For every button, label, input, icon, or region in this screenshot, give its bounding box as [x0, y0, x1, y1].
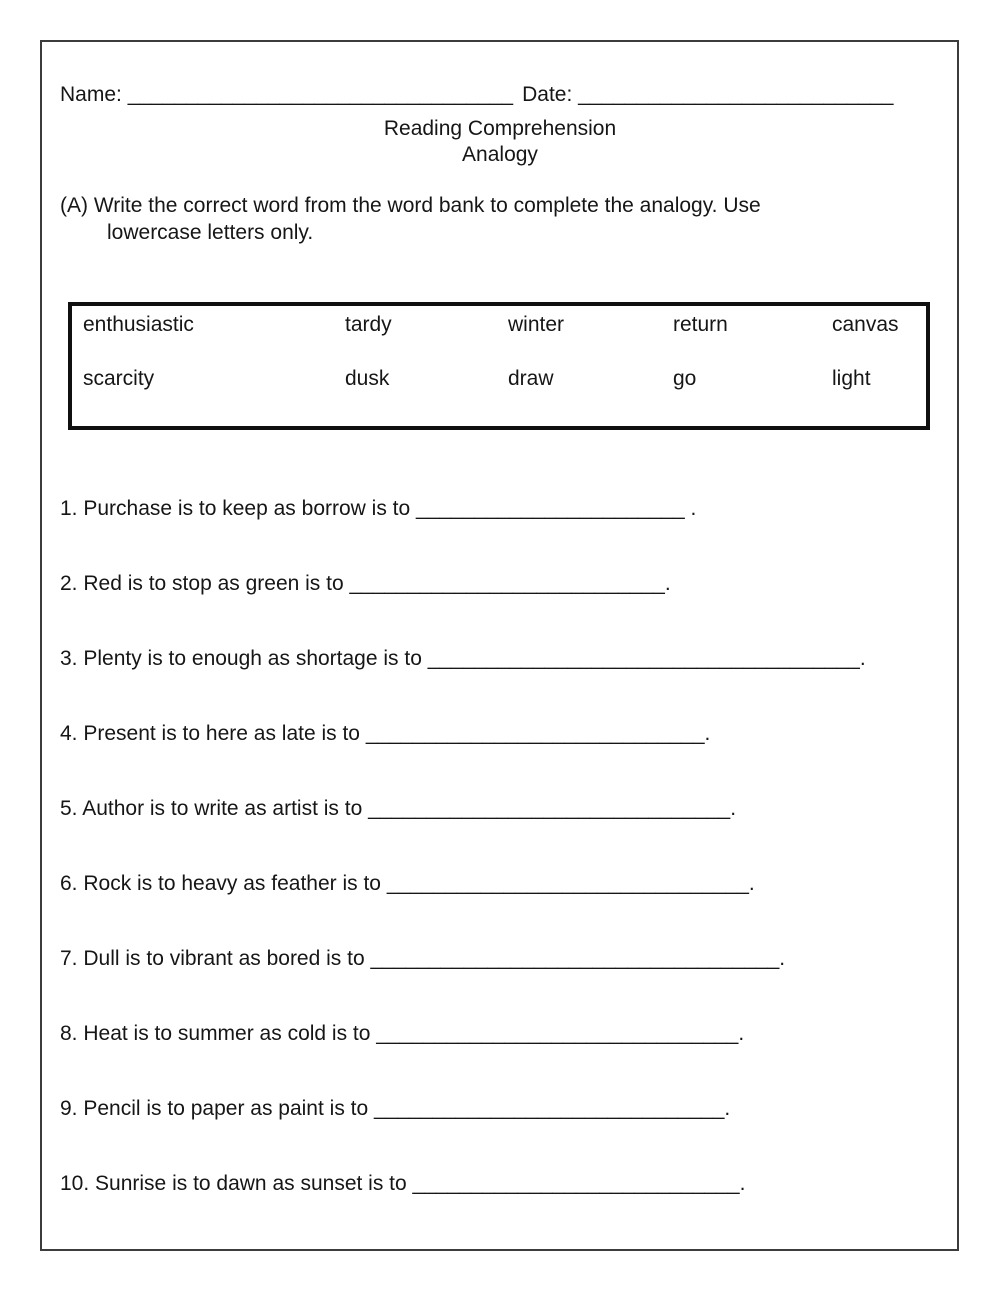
question-text: 6. Rock is to heavy as feather is to	[60, 872, 387, 895]
word-bank-word: go	[673, 367, 697, 390]
question-row	[60, 871, 940, 897]
answer-blank[interactable]: _______________________________	[376, 1022, 739, 1045]
worksheet-title: Reading Comprehension	[383, 117, 617, 140]
question-row	[60, 796, 940, 822]
question-suffix: .	[779, 947, 786, 970]
name-date-row	[60, 82, 940, 108]
answer-blank[interactable]: _______________________________	[368, 797, 731, 820]
instruction-line-2: lowercase letters only.	[107, 221, 314, 244]
name-blank[interactable]: _________________________________	[127, 83, 514, 106]
answer-blank[interactable]: _______________________	[416, 497, 685, 520]
question-suffix: .	[748, 872, 755, 895]
question-suffix: .	[704, 722, 711, 745]
question-suffix: .	[859, 647, 866, 670]
worksheet-border-frame	[40, 40, 959, 1251]
answer-blank[interactable]: _______________________________	[386, 872, 749, 895]
question-text: 1. Purchase is to keep as borrow is to	[60, 497, 417, 520]
date-label: Date:	[522, 83, 579, 106]
word-bank-word: return	[673, 313, 728, 336]
question-row	[60, 571, 940, 597]
question-text: 5. Author is to write as artist is to	[60, 797, 369, 820]
question-text: 9. Pencil is to paper as paint is to	[60, 1097, 375, 1120]
answer-blank[interactable]: _____________________________	[365, 722, 705, 745]
answer-blank[interactable]: ______________________________	[374, 1097, 725, 1120]
word-bank-word: dusk	[345, 367, 390, 390]
word-bank-word: scarcity	[83, 367, 155, 390]
word-bank	[68, 302, 930, 430]
question-list	[60, 496, 940, 1197]
question-suffix: .	[738, 1022, 745, 1045]
word-bank-word: light	[832, 367, 871, 390]
question-row	[60, 1096, 940, 1122]
answer-blank[interactable]: ___________________________	[349, 572, 665, 595]
question-suffix: .	[684, 497, 697, 520]
question-suffix: .	[730, 797, 737, 820]
question-text: 3. Plenty is to enough as shortage is to	[60, 647, 428, 670]
question-text: 4. Present is to here as late is to	[60, 722, 366, 745]
worksheet-content	[42, 82, 957, 1197]
question-row	[60, 1021, 940, 1047]
question-suffix: .	[724, 1097, 731, 1120]
question-text: 7. Dull is to vibrant as bored is to	[60, 947, 371, 970]
instruction-text	[60, 192, 940, 246]
word-bank-word: winter	[508, 313, 565, 336]
question-row	[60, 1171, 940, 1197]
instruction-line-1: (A) Write the correct word from the word bank to complete the analogy. Use	[60, 194, 761, 217]
word-bank-word: canvas	[832, 313, 899, 336]
word-bank-word: draw	[508, 367, 554, 390]
date-blank[interactable]: ___________________________	[578, 83, 894, 106]
answer-blank[interactable]: _____________________________________	[427, 647, 860, 670]
worksheet-subtitle: Analogy	[462, 143, 538, 166]
title-block	[60, 116, 940, 168]
question-suffix: .	[664, 572, 671, 595]
question-row	[60, 646, 940, 672]
question-row	[60, 721, 940, 747]
question-text: 10. Sunrise is to dawn as sunset is to	[60, 1172, 413, 1195]
question-row	[60, 946, 940, 972]
question-text: 8. Heat is to summer as cold is to	[60, 1022, 377, 1045]
name-label: Name:	[60, 83, 128, 106]
answer-blank[interactable]: ___________________________________	[370, 947, 780, 970]
word-bank-word: tardy	[345, 313, 392, 336]
question-row	[60, 496, 940, 522]
question-text: 2. Red is to stop as green is to	[60, 572, 350, 595]
answer-blank[interactable]: ____________________________	[412, 1172, 740, 1195]
word-bank-word: enthusiastic	[83, 313, 194, 336]
question-suffix: .	[739, 1172, 746, 1195]
